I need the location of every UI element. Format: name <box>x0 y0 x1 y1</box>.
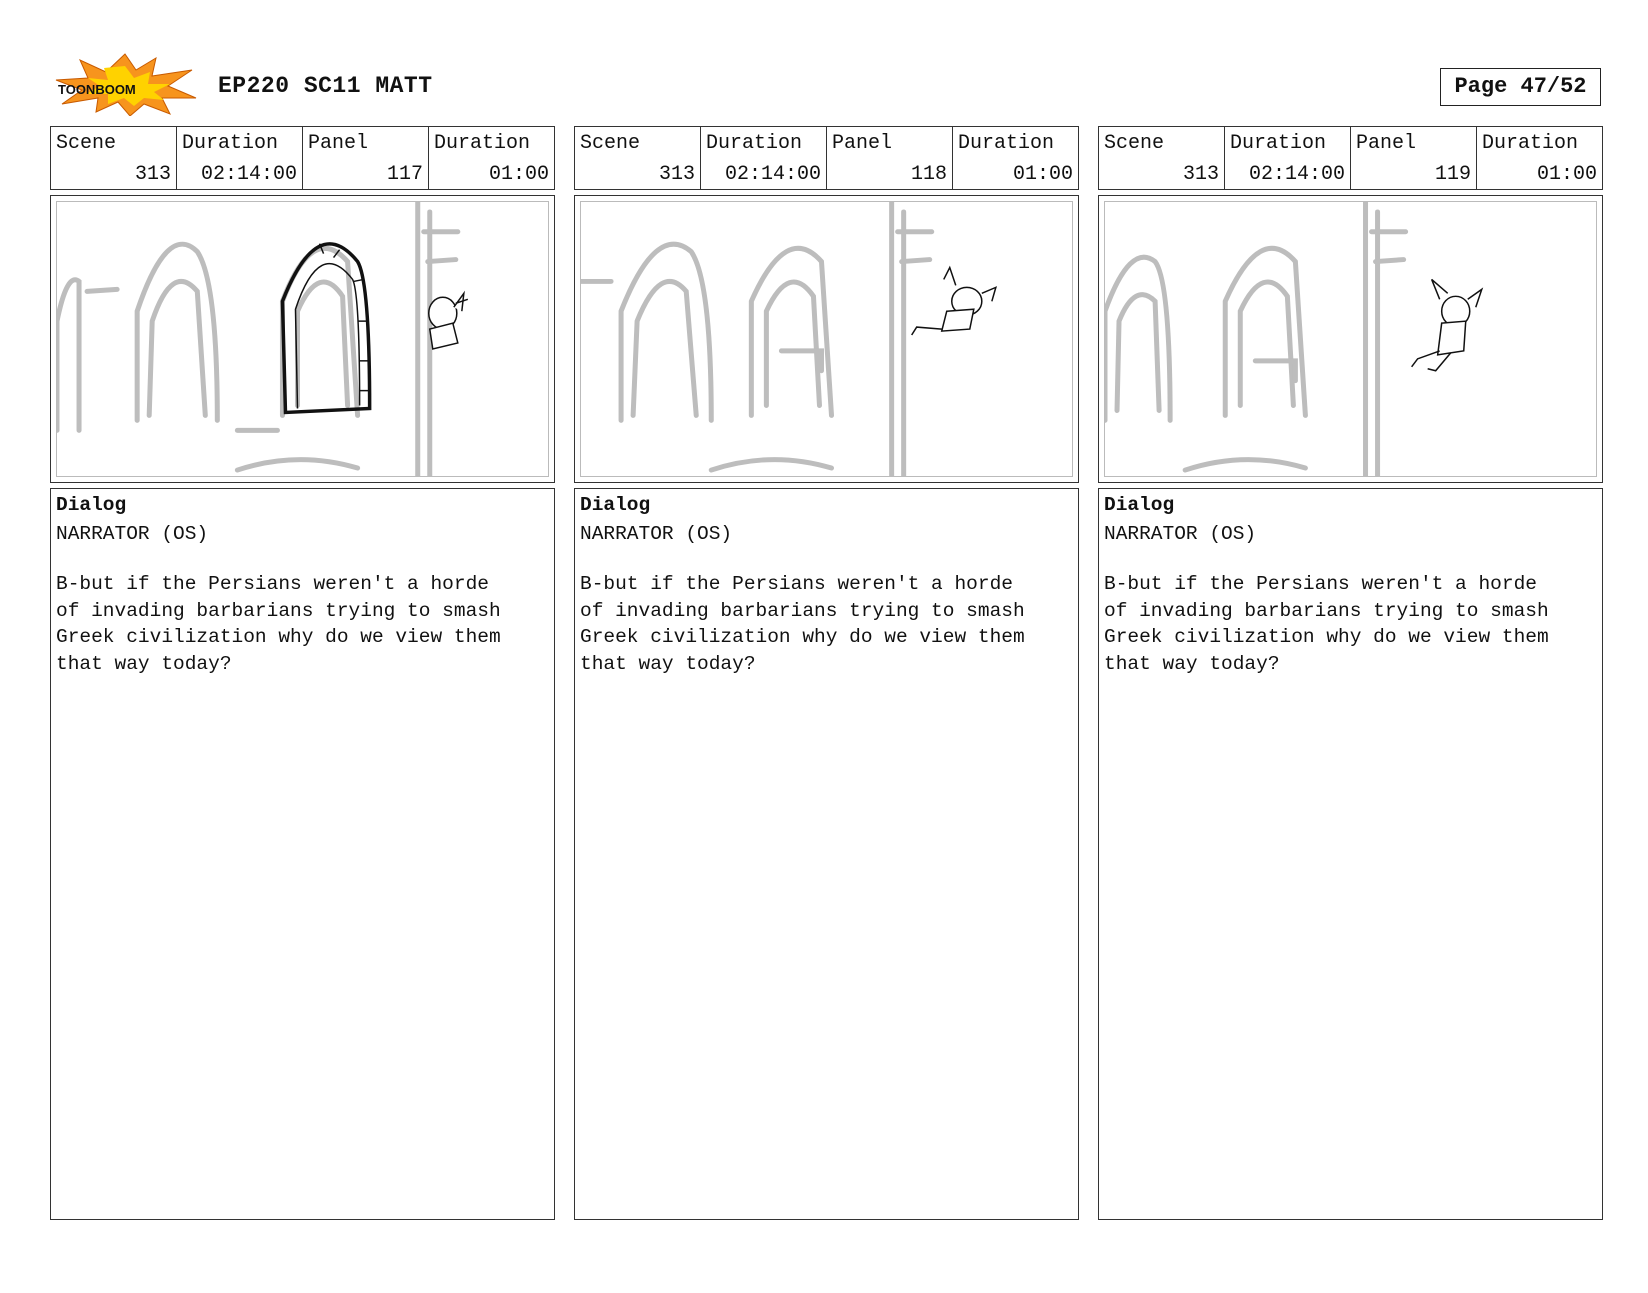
scene-cell <box>51 127 177 189</box>
panel-label: Panel <box>1356 132 1417 155</box>
panel-number: 119 <box>1434 163 1471 186</box>
storyboard-panel <box>50 126 555 1220</box>
dialog-text: B-but if the Persians weren't a horde of invading barbarians trying to smash Greek civilization why do we view them that way today? <box>1104 573 1549 675</box>
panel-info-bar <box>1098 126 1603 190</box>
storyboard-sketch <box>1105 202 1596 476</box>
scene-duration-cell <box>177 127 303 189</box>
dialog-text: B-but if the Persians weren't a horde of invading barbarians trying to smash Greek civilization why do we view them that way today? <box>580 573 1025 675</box>
panel-label: Panel <box>308 132 369 155</box>
storyboard-sketch <box>57 202 548 476</box>
dialog-box <box>50 488 555 1220</box>
storyboard-sketch <box>581 202 1072 476</box>
scene-cell <box>575 127 701 189</box>
scene-duration: 02:14:00 <box>1248 163 1345 186</box>
panel-number: 118 <box>910 163 947 186</box>
panel-duration: 01:00 <box>1536 163 1597 186</box>
duration-label: Duration <box>1230 132 1327 155</box>
scene-duration-cell <box>701 127 827 189</box>
scene-number: 313 <box>658 163 695 186</box>
page-number: Page 47/52 <box>1440 68 1601 106</box>
panel-cell <box>827 127 953 189</box>
speaker-name: NARRATOR (OS) <box>1104 523 1257 545</box>
dialog-text: B-but if the Persians weren't a horde of invading barbarians trying to smash Greek civilization why do we view them that way today? <box>56 573 501 675</box>
episode-title: EP220 SC11 MATT <box>218 73 433 99</box>
panel-frame <box>574 195 1079 483</box>
speaker-name: NARRATOR (OS) <box>580 523 733 545</box>
panel-duration: 01:00 <box>1012 163 1073 186</box>
panel-cell <box>303 127 429 189</box>
duration-label: Duration <box>1482 132 1579 155</box>
dialog-heading: Dialog <box>580 494 651 516</box>
panel-info-bar <box>50 126 555 190</box>
scene-duration: 02:14:00 <box>724 163 821 186</box>
panel-info-bar <box>574 126 1079 190</box>
scene-label: Scene <box>56 132 117 155</box>
dialog-heading: Dialog <box>56 494 127 516</box>
panel-label: Panel <box>832 132 893 155</box>
toonboom-logo <box>52 52 198 116</box>
duration-label: Duration <box>958 132 1055 155</box>
scene-cell <box>1099 127 1225 189</box>
scene-label: Scene <box>580 132 641 155</box>
panel-frame <box>1098 195 1603 483</box>
scene-duration: 02:14:00 <box>200 163 297 186</box>
panel-duration-cell <box>953 127 1078 189</box>
scene-duration-cell <box>1225 127 1351 189</box>
panel-number: 117 <box>386 163 423 186</box>
duration-label: Duration <box>434 132 531 155</box>
scene-number: 313 <box>134 163 171 186</box>
logo-text: TOONBOOM <box>58 82 136 97</box>
panel-duration: 01:00 <box>488 163 549 186</box>
speaker-name: NARRATOR (OS) <box>56 523 209 545</box>
storyboard-panel <box>574 126 1079 1220</box>
duration-label: Duration <box>182 132 279 155</box>
panel-cell <box>1351 127 1477 189</box>
scene-label: Scene <box>1104 132 1165 155</box>
panel-duration-cell <box>429 127 554 189</box>
dialog-box <box>574 488 1079 1220</box>
storyboard-panel <box>1098 126 1603 1220</box>
scene-number: 313 <box>1182 163 1219 186</box>
duration-label: Duration <box>706 132 803 155</box>
panel-duration-cell <box>1477 127 1602 189</box>
panel-frame <box>50 195 555 483</box>
dialog-heading: Dialog <box>1104 494 1175 516</box>
dialog-box <box>1098 488 1603 1220</box>
